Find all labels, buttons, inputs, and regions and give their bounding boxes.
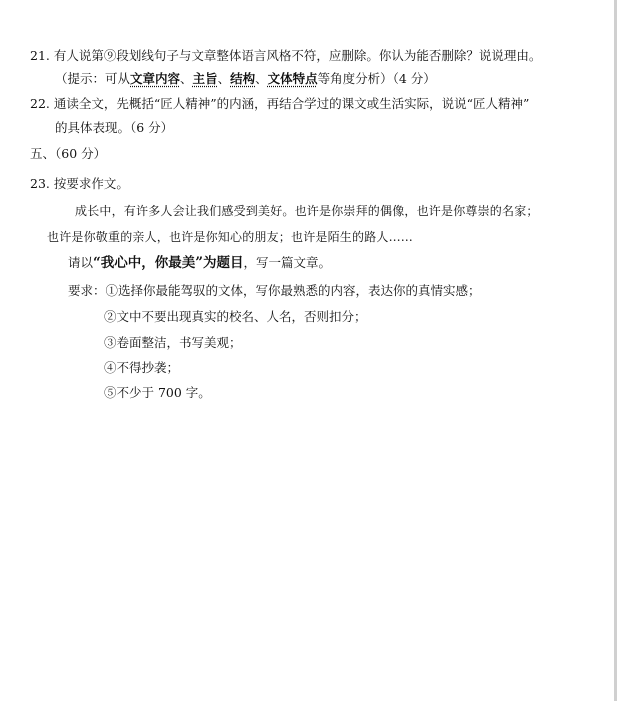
hint-separator: 、 — [255, 71, 268, 86]
essay-prompt-line2: 也许是你敬重的亲人，也许是你知心的朋友；也许是陌生的路人…… — [47, 230, 414, 244]
requirement-item: ③卷面整洁，书写美观； — [104, 335, 242, 350]
q21-hint — [55, 73, 436, 86]
hint-keyword-content: 文章内容 — [130, 71, 181, 86]
hint-prefix: （提示：可从 — [55, 71, 131, 86]
essay-prompt-line1: 成长中，有许多人会让我们感受到美好。也许是你崇拜的偶像，也许是你尊崇的名家； — [75, 204, 539, 218]
essay-title: “我心中，你最美”为题目 — [93, 255, 244, 271]
hint-separator: 、 — [217, 71, 231, 86]
requirements-label: 要求： — [68, 283, 106, 298]
hint-suffix: 等角度分析）（4 分） — [317, 71, 436, 86]
requirements-first — [68, 285, 481, 298]
hint-separator: 、 — [180, 71, 193, 86]
hint-keyword-structure: 结构 — [230, 71, 256, 86]
q21-question: 21. 有人说第⑨段划线句子与文章整体语言风格不符，应删除。你认为能否删除？说说理由。 — [30, 48, 542, 63]
section-five-heading: 五、（60 分） — [30, 146, 107, 161]
q23-question: 23. 按要求作文。 — [30, 176, 129, 191]
requirement-item: ④不得抄袭； — [104, 360, 180, 375]
title-suffix: ，写一篇文章。 — [243, 255, 332, 270]
q22-question-line2: 的具体表现。（6 分） — [55, 120, 174, 135]
hint-keyword-theme: 主旨 — [192, 71, 218, 86]
hint-keyword-genre: 文体特点 — [267, 71, 318, 86]
title-prefix: 请以 — [68, 255, 94, 270]
essay-title-instruction — [68, 257, 331, 271]
requirement-item: ②文中不要出现真实的校名、人名，否则扣分； — [104, 309, 367, 324]
requirement-item: ⑤不少于 700 字。 — [104, 385, 211, 400]
requirement-item: ①选择你最能驾驭的文体，写你最熟悉的内容，表达你的真情实感； — [105, 283, 481, 298]
q22-question-line1: 22. 通读全文，先概括“匠人精神”的内涵，再结合学过的课文或生活实际，说说“匠人精神” — [30, 96, 530, 111]
